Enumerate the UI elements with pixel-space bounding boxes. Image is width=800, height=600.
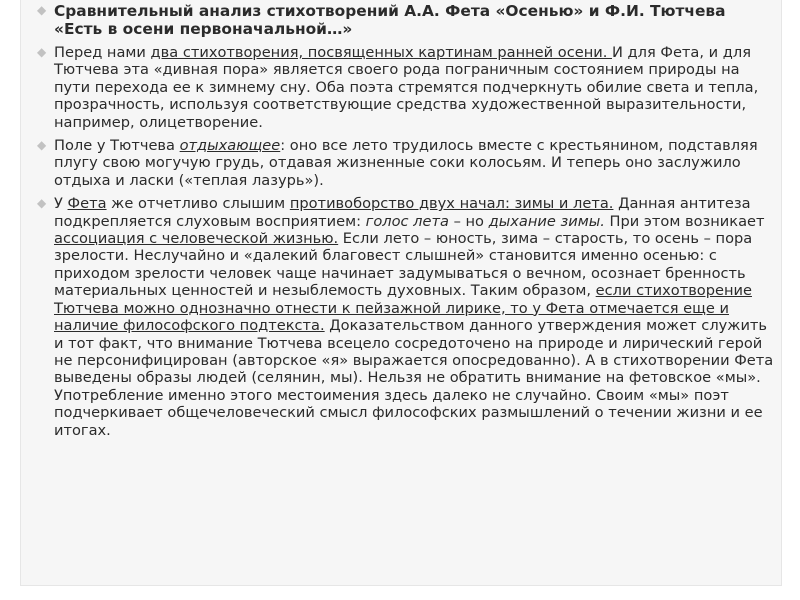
underlined-phrase: если стихотворение Тютчева можно однозначно отнести к пейзажной лирике, то у Фета отмечается еще и наличие философского подтекста. [54, 282, 752, 335]
italic-phrase: голос лета [365, 212, 449, 230]
underlined-word: Фета [67, 195, 107, 213]
paragraph-intro [37, 44, 775, 131]
text-run: – но [448, 212, 489, 230]
italic-phrase: дыхание зимы. [488, 212, 605, 230]
italic-underlined-word: отдыхающее [179, 137, 281, 155]
paragraph-fet-analysis [37, 195, 775, 439]
text-run: При этом возникает [604, 212, 765, 230]
bullet-icon: ◆ [37, 196, 47, 211]
text-run: : оно все лето трудилось вместе с крестьянином, подставляя плугу свою могучую грудь, отдавая жизненные соки колосьям. И теперь оно заслужило отдыха и ласки («теплая лазурь»). [54, 137, 758, 189]
bullet-icon: ◆ [37, 45, 47, 59]
title-text: Сравнительный анализ стихотворений А.А. Фета «Осенью» и Ф.И. Тютчева «Есть в осени первоначальной…» [54, 2, 726, 38]
text-run: Доказательством данного утверждения может служить и тот факт, что внимание Тютчева всецело сосредоточено на природе и лирический герой не персонифицирован (авторское «я» выражается опосредованно). А в стихотворении Фета выведены образы людей (селянин, мы). Нельзя не обратить внимание на фетовское «мы». Употребление именно этого местоимения здесь далеко не случайно. Своим «мы» поэт подчеркивает общечеловеческий смысл философских размышлений о течении жизни и ее итогах. [54, 317, 774, 439]
slide-title [37, 2, 775, 38]
underlined-phrase: противоборство двух начал: зимы и лета. [289, 195, 614, 213]
bullet-icon: ◆ [37, 3, 47, 17]
underlined-phrase: два стихотворения, посвященных картинам ранней осени. [150, 44, 612, 61]
text-run: Поле у Тютчева [54, 137, 180, 155]
text-run: У [54, 195, 68, 213]
underlined-phrase: ассоциация с человеческой жизнью. [54, 230, 339, 248]
bullet-icon: ◆ [37, 138, 47, 153]
text-run: Данная антитеза подкрепляется слуховым восприятием: [54, 195, 751, 230]
text-run: же отчетливо слышим [106, 195, 290, 213]
slide-content [37, 2, 775, 445]
text-run: Перед нами [54, 44, 151, 61]
paragraph-tyutchev-field [37, 137, 775, 189]
text-run: Если лето – юность, зима – старость, то осень – пора зрелости. Неслучайно и «далекий благовест слышней» становится именно осенью: с приходом зрелости человек чаще начинает задумываться о вечном, осознает бренность материальных ценностей и незыблемость духовных. Таким образом, [54, 230, 753, 300]
text-run: И для Фета, и для Тютчева эта «дивная пора» является своего рода пограничным состоянием природы на пути перехода ее к зимнему сну. Оба поэта стремятся подчеркнуть обилие света и тепла, прозрачность, используя соответствующие средства художественной выразительности, например, олицетворение. [54, 44, 759, 131]
